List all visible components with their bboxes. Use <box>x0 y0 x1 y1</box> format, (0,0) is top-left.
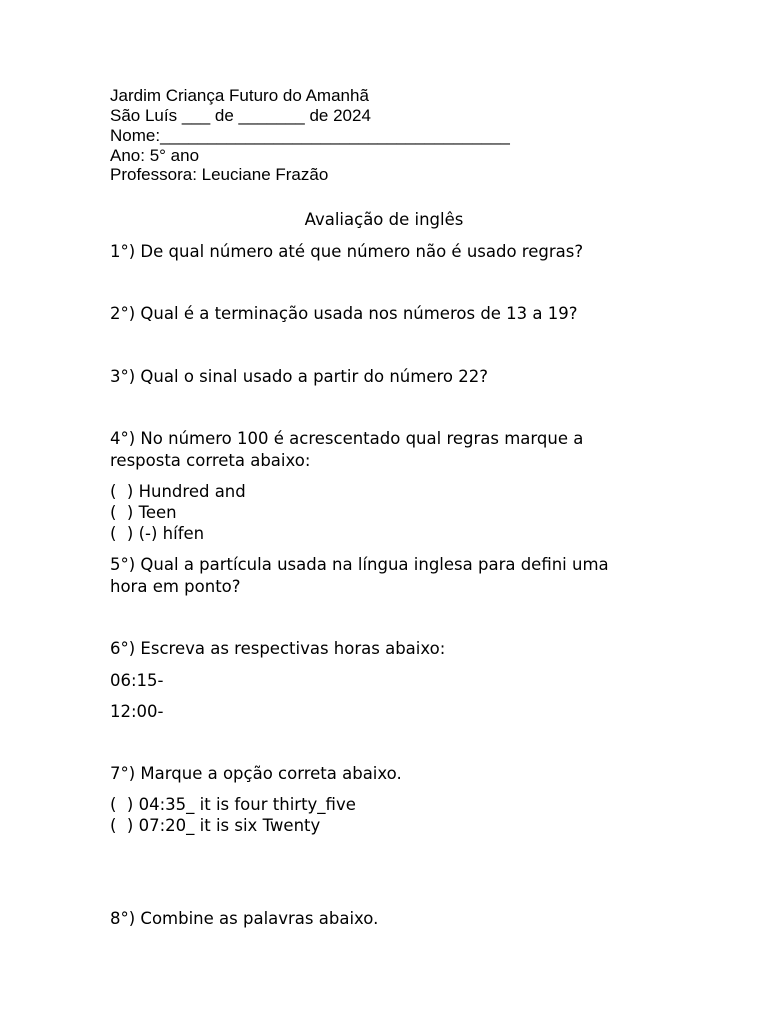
question-4-option: ( ) (-) hífen <box>110 524 205 543</box>
question-1: 1°) De qual número até que número não é usado regras? <box>110 242 584 261</box>
student-name-line: Nome:_____________________________________ <box>110 126 510 145</box>
school-name: Jardim Criança Futuro do Amanhã <box>110 86 369 105</box>
question-6: 6°) Escreva as respectivas horas abaixo: <box>110 639 446 658</box>
question-2: 2°) Qual é a terminação usada nos números de 13 a 19? <box>110 304 578 323</box>
question-6-item: 12:00- <box>110 702 164 721</box>
question-7-option: ( ) 07:20_ it is six Twenty <box>110 816 321 835</box>
city-date-line: São Luís ___ de _______ de 2024 <box>110 106 371 125</box>
question-6-item: 06:15- <box>110 671 164 690</box>
question-5-line-2: hora em ponto? <box>110 577 241 596</box>
question-4-option: ( ) Teen <box>110 503 177 522</box>
grade-line: Ano: 5° ano <box>110 146 200 165</box>
question-7: 7°) Marque a opção correta abaixo. <box>110 764 402 783</box>
teacher-line: Professora: Leuciane Frazão <box>110 165 329 184</box>
question-5-line-1: 5°) Qual a partícula usada na língua inglesa para defini uma <box>110 555 609 574</box>
question-8: 8°) Combine as palavras abaixo. <box>110 909 379 928</box>
exam-title: Avaliação de inglês <box>304 210 464 229</box>
question-4-line-1: 4°) No número 100 é acrescentado qual regras marque a <box>110 429 584 448</box>
question-4-option: ( ) Hundred and <box>110 482 246 501</box>
question-4-line-2: resposta correta abaixo: <box>110 451 311 470</box>
question-3: 3°) Qual o sinal usado a partir do número 22? <box>110 367 488 386</box>
question-7-option: ( ) 04:35_ it is four thirty_five <box>110 795 356 814</box>
